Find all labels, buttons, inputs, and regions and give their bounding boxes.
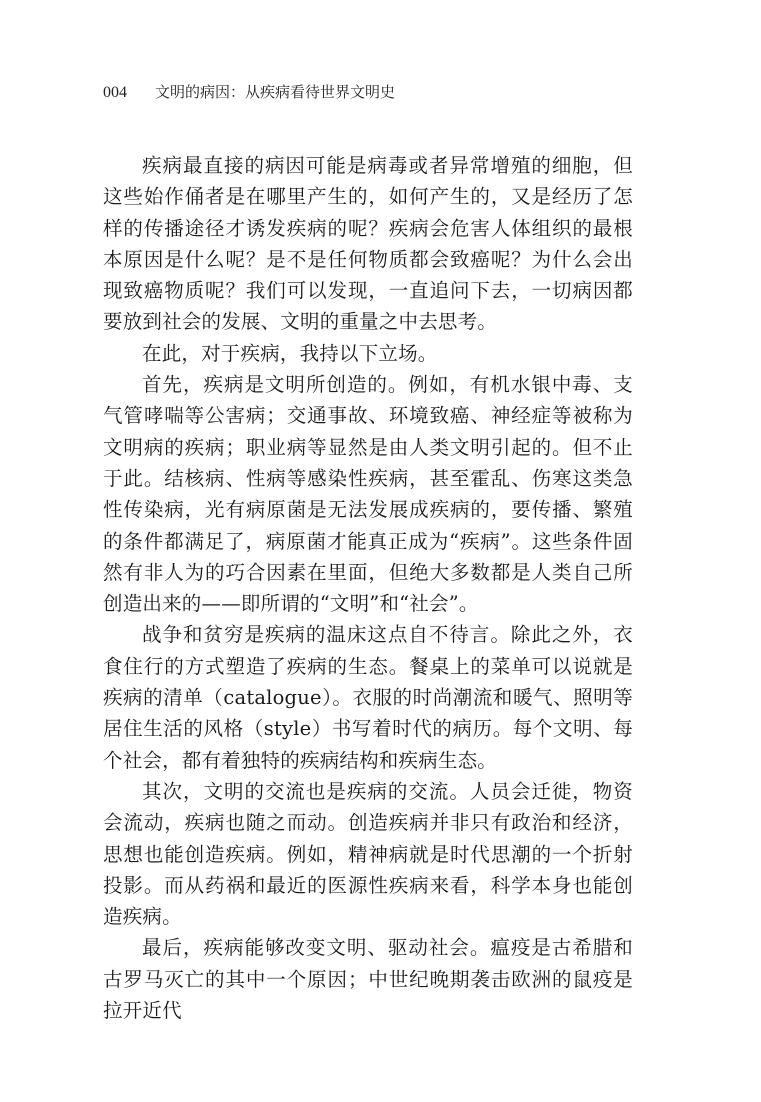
running-title: 文明的病因：从疾病看待世界文明史 <box>155 83 396 101</box>
paragraph: 疾病最直接的病因可能是病毒或者异常增殖的细胞，但这些始作俑者是在哪里产生的，如何产生的，又是经历了怎样的传播途径才诱发疾病的呢？疾病会危害人体组织的最根本原因是什么呢？是不是任何物质都会致癌呢？为什么会出现致癌物质呢？我们可以发现，一直追问下去，一切病因都要放到社会的发展、文明的重量之中去思考。 <box>103 154 633 334</box>
paragraph: 战争和贫穷是疾病的温床这点自不待言。除此之外，衣食住行的方式塑造了疾病的生态。餐桌上的菜单可以说就是疾病的清单（catalogue）。衣服的时尚潮流和暖气、照明等居住生活的风格（style）书写着时代的病历。每个文明、每个社会，都有着独特的疾病结构和疾病生态。 <box>103 623 633 772</box>
paragraph: 最后，疾病能够改变文明、驱动社会。瘟疫是古希腊和古罗马灭亡的其中一个原因；中世纪晚期袭击欧洲的鼠疫是拉开近代 <box>103 936 633 1023</box>
body-text <box>103 150 633 1026</box>
paragraph: 在此，对于疾病，我持以下立场。 <box>142 341 438 365</box>
page-number: 004 <box>103 84 127 101</box>
paragraph: 首先，疾病是文明所创造的。例如，有机水银中毒、支气管哮喘等公害病；交通事故、环境致癌、神经症等被称为文明病的疾病；职业病等显然是由人类文明引起的。但不止于此。结核病、性病等感染性疾病，甚至霍乱、伤寒这类急性传染病，光有病原菌是无法发展成疾病的，要传播、繁殖的条件都满足了，病原菌才能真正成为“疾病”。这些条件固然有非人为的巧合因素在里面，但绝大多数都是人类自己所创造出来的——即所谓的“文明”和“社会”。 <box>103 373 633 616</box>
running-header <box>103 82 395 103</box>
paragraph: 其次，文明的交流也是疾病的交流。人员会迁徙，物资会流动，疾病也随之而动。创造疾病并非只有政治和经济，思想也能创造疾病。例如，精神病就是时代思潮的一个折射投影。而从药祸和最近的医源性疾病来看，科学本身也能创造疾病。 <box>103 779 633 929</box>
